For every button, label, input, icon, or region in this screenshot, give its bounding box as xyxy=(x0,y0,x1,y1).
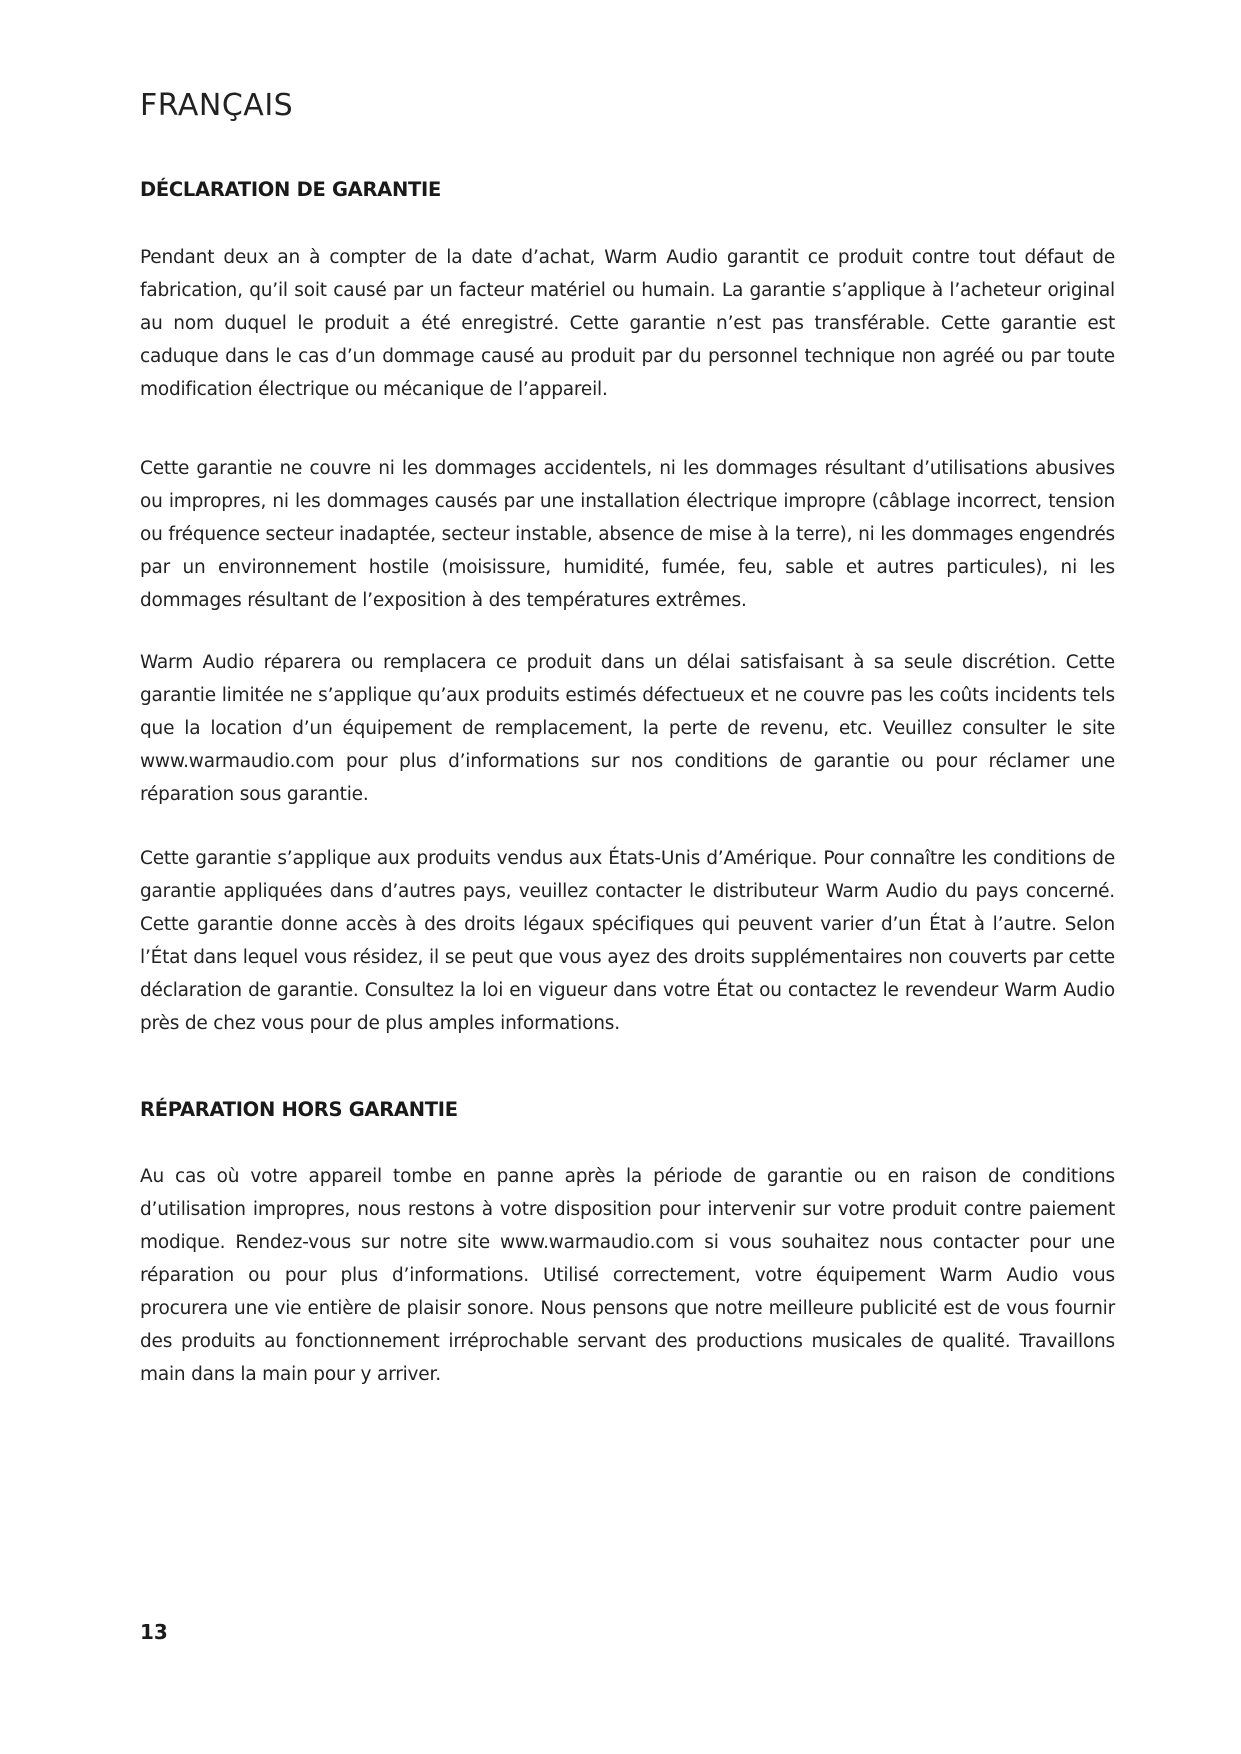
warranty-paragraph-1: Pendant deux an à compter de la date d’achat, Warm Audio garantit ce produit contre tout défaut de fabrication, qu’il soit causé par un facteur matériel ou humain. La garantie s’applique à l’acheteur original au nom duquel le produit a été enregistré. Cette garantie n’est pas transférable. Cette garantie est caduque dans le cas d’un dommage causé au produit par du personnel technique non agréé ou par toute modification électrique ou mécanique de l’appareil. xyxy=(140,247,1115,400)
out-of-warranty-paragraph: Au cas où votre appareil tombe en panne après la période de garantie ou en raison de conditions d’utilisation impropres, nous restons à votre disposition pour intervenir sur votre produit contre paiement modique. Rendez-vous sur notre site www.warmaudio.com si vous souhaitez nous contacter pour une réparation ou pour plus d’informations. Utilisé correctement, votre équipement Warm Audio vous procurera une vie entière de plaisir sonore. Nous pensons que notre meilleure publicité est de vous fournir des produits au fonctionnement irréprochable servant des productions musicales de qualité. Travaillons main dans la main pour y arriver. xyxy=(140,1166,1115,1385)
warranty-paragraph-4: Cette garantie s’applique aux produits vendus aux États-Unis d’Amérique. Pour connaître les conditions de garantie appliquées dans d’autres pays, veuillez contacter le distributeur Warm Audio du pays concerné. Cette garantie donne accès à des droits légaux spécifiques qui peuvent varier d’un État à l’autre. Selon l’État dans lequel vous résidez, il se peut que vous ayez des droits supplémentaires non couverts par cette déclaration de garantie. Consultez la loi en vigueur dans votre État ou contactez le revendeur Warm Audio près de chez vous pour de plus amples informations. xyxy=(140,848,1115,1034)
warranty-paragraph-3: Warm Audio réparera ou remplacera ce produit dans un délai satisfaisant à sa seule discrétion. Cette garantie limitée ne s’applique qu’aux produits estimés défectueux et ne couvre pas les coûts incidents tels que la location d’un équipement de remplacement, la perte de revenu, etc. Veuillez consulter le site www.warmaudio.com pour plus d’informations sur nos conditions de garantie ou pour réclamer une réparation sous garantie. xyxy=(140,652,1115,805)
out-of-warranty-heading: RÉPARATION HORS GARANTIE xyxy=(140,1098,458,1121)
warranty-paragraph-2: Cette garantie ne couvre ni les dommages accidentels, ni les dommages résultant d’utilisations abusives ou impropres, ni les dommages causés par une installation électrique impropre (câblage incorrect, tension ou fréquence secteur inadaptée, secteur instable, absence de mise à la terre), ni les dommages engendrés par un environnement hostile (moisissure, humidité, fumée, feu, sable et autres particules), ni les dommages résultant de l’exposition à des températures extrêmes. xyxy=(140,458,1115,611)
warranty-heading: DÉCLARATION DE GARANTIE xyxy=(140,178,441,201)
page-number: 13 xyxy=(140,1620,168,1644)
language-title: FRANÇAIS xyxy=(140,88,294,123)
